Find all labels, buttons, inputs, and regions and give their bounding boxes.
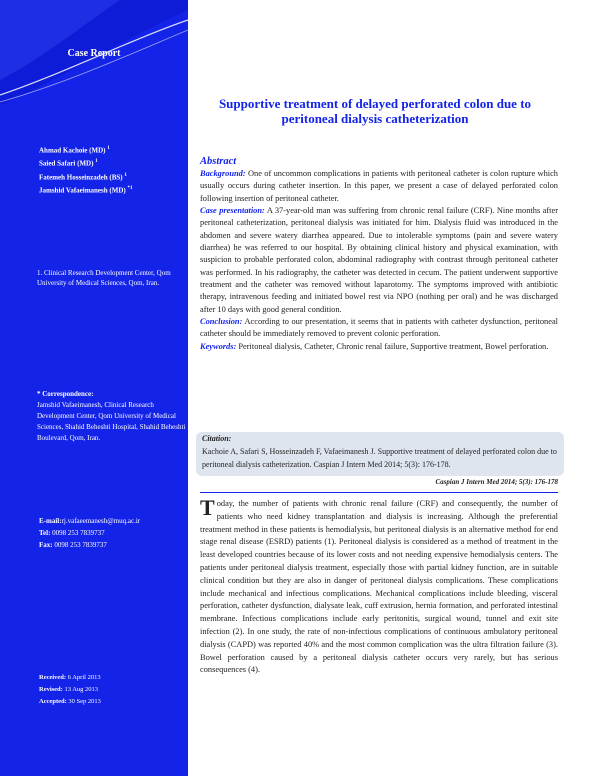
author-item: Ahmad Kachoie (MD) $^1$ [39, 146, 110, 155]
abstract-background: Background: One of uncommon complications in patients with peritoneal catheter is colon rupture which usually occurs during catheter insertion. In this paper, we present a case of delayed perforated colon following insertion of peritoneal catheter. [200, 169, 558, 203]
email-link[interactable]: rj.vafaeemanesh@muq.ac.ir [61, 517, 141, 525]
author-item: Saied Safari (MD) $^1$ [39, 159, 98, 168]
divider [200, 492, 558, 493]
body-paragraph: oday, the number of patients with chronic renal failure (CRF) and consequently, the number of patients who need kidney transplantation and dialysis is increasing. Although the preferential treatment method in these patients is hemodialysis, but peritoneal dialysis is an alternative method for end stage renal disease (ESRD) patients (1). Peritoneal dialysis is considered as a method of treatment in the least developed countries because of its lower costs and not needing expensive hemodialysis centers. The patients under peritoneal dialysis treatment, especially those with partial kidney function, are in suitable clinical condition but they are also in danger of peritoneal dialysis complications. These complications include mechanical and infectious complications. Mechanical complications include bleeding, visceral perforation, catheter dysfunction, dialysate leak, cuff extrusion, hernia formation, and perforated intestinal membrane. Infectious complications include early peritonitis, surgical wound, tunnel and exit site infection (2). In one study, the rate of non-infectious complications of continuous ambulatory peritoneal dialysis (CAPD) was reported 40% and the most common complication was the ultra filtration failure (3). Bowel perforation caused by a peritoneal dialysis catheter occurs very rarely, but has serious consequences (4). [200, 499, 558, 675]
abstract-case: Case presentation: A 37-year-old man was suffering from chronic renal failure (CRF). Nine months after peritoneal catheterization, peritoneal dialysis was initiated for him. Dialysis fluid was introduced in the abdomen and severe watery diarrhea appeared. Due to intolerable symptoms (pain and severe watery diarrhea) he was referred to our hospital. By obtaining clinical history and physical examination, with suspicion to probable perforated colon, abdominal radiography with contrast through peritoneal catheter was performed. In his radiography, the catheter was detected in cecum. The patient underwent supportive treatment and the catheter was removed without laparotomy. The symptoms improved with antibiotic therapy, intravenous feeding and initiated bowel rest via NPO (nothing per oral) and he was discharged after 10 days with good general condition. [200, 206, 558, 314]
correspondence [37, 389, 187, 444]
received-date: 6 April 2013 [67, 674, 101, 681]
accepted-date: 30 Sep 2013 [68, 698, 101, 705]
abstract-conclusion: Conclusion: According to our presentation, it seems that in patients with catheter dysfunction, peritoneal catheter should be immediately removed to prevent colonic perforation. [200, 317, 558, 339]
tel-value: 0098 253 7839737 [52, 529, 105, 537]
abstract [200, 168, 558, 353]
dropcap: T [200, 495, 215, 520]
sidebar [0, 0, 188, 776]
journal-reference: Caspian J Intern Med 2014; 5(3): 176-178 [435, 478, 558, 486]
citation-box [196, 432, 564, 476]
revised-date: 13 Aug 2013 [64, 686, 99, 693]
citation-text: Kachoie A, Safari S, Hosseinzadeh F, Vafaeimanesh J. Supportive treatment of delayed perforated colon due to peritoneal dialysis catheterization. Caspian J Intern Med 2014; 5(3): 176-178. [202, 447, 557, 469]
correspondence-body: Jamshid Vafaeimanesh, Clinical Research Development Center, Qom University of Medical Sciences, Shahid Beheshti Hospital, Shahid Beheshti Boulevard, Qom, Iran. [37, 401, 186, 442]
author-item: Fatemeh Hosseinzadeh (BS) $^1$ [39, 172, 127, 181]
correspondence-heading: * Correspondence: [37, 390, 94, 398]
contact-info: E-mail:rj.vafaeemanesh@muq.ac.ir Tel: 0098 253 7839737 Fax: 0098 253 7839737 [39, 517, 141, 549]
author-list [39, 143, 132, 196]
author-item: Jamshid Vafaeimanesh (MD) $^{*1}$ [39, 185, 133, 195]
article-type-label: Case Report [67, 48, 121, 59]
body-text [200, 495, 558, 677]
abstract-heading: Abstract [200, 156, 237, 167]
affiliation: 1. Clinical Research Development Center, Qom University of Medical Sciences, Qom, Iran. [37, 269, 171, 287]
article-dates: Received: 6 April 2013 Revised: 13 Aug 2013 Accepted: 30 Sep 2013 [39, 674, 101, 705]
citation-heading: Citation: [202, 434, 232, 443]
fax-value: 0098 253 7839737 [54, 541, 107, 549]
abstract-keywords: Keywords: Peritoneal dialysis, Catheter, Chronic renal failure, Supportive treatment, Bowel perforation. [200, 341, 549, 351]
article-title: Supportive treatment of delayed perforated colon due to peritoneal dialysis catheterization [218, 96, 532, 126]
